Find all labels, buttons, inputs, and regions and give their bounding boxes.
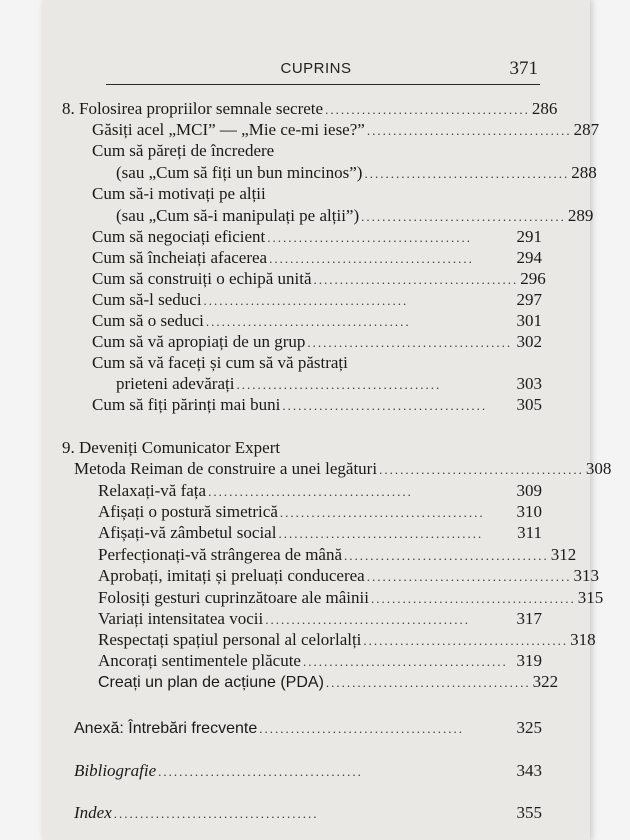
toc-item-text: Afișați o postură simetrică <box>98 502 278 521</box>
toc-item <box>98 502 542 523</box>
bibliography-entry <box>74 761 542 782</box>
leader-dots: ....................................... <box>113 806 319 821</box>
toc-item <box>92 311 542 332</box>
chapter-8-page: 286 <box>531 99 558 118</box>
toc-item-page: 301 <box>516 311 542 330</box>
index-page: 355 <box>516 803 542 822</box>
leader-dots: ....................................... <box>325 675 531 690</box>
toc-item-text: Cum să construiți o echipă unită <box>92 269 312 288</box>
toc-item-page: 294 <box>516 248 542 267</box>
header-page-number: 371 <box>509 58 538 79</box>
method-entry <box>74 459 612 480</box>
leader-dots: ....................................... <box>158 764 363 779</box>
toc-item-page: 315 <box>577 588 604 607</box>
leader-dots: ....................................... <box>361 209 566 224</box>
leader-dots: ....................................... <box>313 272 519 287</box>
toc-item-text: Relaxați-vă fața <box>98 481 207 500</box>
toc-item-page: 302 <box>516 332 542 351</box>
toc-item <box>98 566 599 587</box>
method-page: 308 <box>585 459 612 478</box>
toc-item-page: 312 <box>550 545 577 564</box>
annex-entry <box>74 718 542 739</box>
chapter-8-title: 8. Folosirea propriilor semnale secrete <box>62 99 324 118</box>
toc-item <box>92 184 542 204</box>
leader-dots: ....................................... <box>370 591 576 606</box>
toc-item-page: 297 <box>516 290 542 309</box>
index-title: Index <box>74 803 112 822</box>
toc-item-page: 296 <box>520 269 546 288</box>
toc-item-page: 289 <box>567 206 594 225</box>
toc-item-page: 309 <box>516 481 542 500</box>
toc-item-page: 318 <box>570 630 596 649</box>
toc-item-page: 313 <box>573 566 599 585</box>
leader-dots: ....................................... <box>208 484 413 499</box>
book-page <box>42 0 612 840</box>
toc-item-text: (sau „Cum să fiți un bun mincinos”) <box>116 163 363 182</box>
leader-dots: ....................................... <box>379 462 584 477</box>
toc-item-text: Găsiți acel „MCI” — „Mie ce-mi iese?” <box>92 120 365 139</box>
toc-item-page: 322 <box>532 672 559 691</box>
toc-item-text: Cum să o seduci <box>92 311 204 330</box>
leader-dots: ....................................... <box>236 377 442 392</box>
toc-item <box>92 290 542 311</box>
toc-item-text: Respectați spațiul personal al celorlalți <box>98 630 362 649</box>
toc-item <box>98 672 559 693</box>
toc-item <box>98 523 542 544</box>
bibliography-title: Bibliografie <box>74 761 157 780</box>
leader-dots: ....................................... <box>269 251 474 266</box>
leader-dots: ....................................... <box>282 398 488 413</box>
toc-item <box>98 609 542 630</box>
toc-item <box>116 374 542 395</box>
leader-dots: ....................................... <box>259 721 464 736</box>
header-rule <box>106 84 540 85</box>
leader-dots: ....................................... <box>205 314 411 329</box>
toc-item-text: Afișați-vă zâmbetul social <box>98 523 277 542</box>
toc-item-page: 287 <box>573 120 600 139</box>
toc-item <box>92 227 542 248</box>
chapter-8-entry <box>62 99 558 120</box>
toc-item <box>92 353 542 373</box>
leader-dots: ....................................... <box>364 166 570 181</box>
toc-item <box>92 248 542 269</box>
leader-dots: ....................................... <box>307 335 513 350</box>
toc-item <box>98 588 604 609</box>
toc-item <box>98 545 577 566</box>
leader-dots: ....................................... <box>325 102 530 117</box>
toc-item-text: Perfecționați-vă strângerea de mână <box>98 545 343 564</box>
leader-dots: ....................................... <box>366 123 572 138</box>
toc-item-text: Cum să fiți părinți mai buni <box>92 395 281 414</box>
toc-item <box>116 206 594 227</box>
leader-dots: ....................................... <box>302 654 508 669</box>
leader-dots: ....................................... <box>344 548 549 563</box>
toc-item-text: Folosiți gesturi cuprinzătoare ale mâinii <box>98 588 369 607</box>
toc-item-page: 317 <box>516 609 542 628</box>
toc-item-page: 288 <box>571 163 597 182</box>
index-entry <box>74 803 542 824</box>
toc-item-text: Cum să negociați eficient <box>92 227 266 246</box>
leader-dots: ....................................... <box>203 293 409 308</box>
leader-dots: ....................................... <box>267 230 472 245</box>
toc-item-page: 310 <box>516 502 542 521</box>
toc-item <box>92 120 600 141</box>
toc-item-text: Ancorați sentimentele plăcute <box>98 651 301 670</box>
toc-item-text: Cum să-l seduci <box>92 290 202 309</box>
toc-item-text: Creați un plan de acțiune (PDA) <box>98 674 324 691</box>
toc-item-page: 311 <box>517 523 542 542</box>
header-title: CUPRINS <box>280 60 352 77</box>
toc-item-page: 305 <box>516 395 542 414</box>
toc-item <box>98 481 542 502</box>
annex-title: Anexă: Întrebări frecvente <box>74 720 258 737</box>
toc-item <box>92 269 546 290</box>
toc-item-text: Aprobați, imitați și preluați conducerea <box>98 566 365 585</box>
toc-item <box>92 395 542 416</box>
bibliography-page: 343 <box>516 761 542 780</box>
leader-dots: ....................................... <box>363 633 569 648</box>
toc-item-page: 291 <box>516 227 542 246</box>
chapter-9-title: 9. Deveniți Comunicator Expert <box>62 438 281 457</box>
leader-dots: ....................................... <box>278 526 484 541</box>
toc-item <box>116 163 597 184</box>
annex-page: 325 <box>516 718 542 737</box>
toc-item-text: Cum să încheiați afacerea <box>92 248 268 267</box>
method-title: Metoda Reiman de construire a unei legături <box>74 459 378 478</box>
toc-item <box>92 141 542 161</box>
leader-dots: ....................................... <box>279 505 485 520</box>
toc-item <box>98 630 596 651</box>
leader-dots: ....................................... <box>265 612 470 627</box>
leader-dots: ....................................... <box>366 569 572 584</box>
toc-item-text: Variați intensitatea vocii <box>98 609 264 628</box>
chapter-9-entry <box>62 438 542 458</box>
toc-item <box>98 651 542 672</box>
toc-item-text: Cum să păreți de încredere <box>92 141 275 160</box>
running-header <box>42 58 590 86</box>
toc-item-text: (sau „Cum să-i manipulați pe alții”) <box>116 206 360 225</box>
toc-item-text: prieteni adevărați <box>116 374 235 393</box>
toc-item-page: 303 <box>516 374 542 393</box>
toc-item-text: Cum să-i motivați pe alții <box>92 184 266 203</box>
toc-item-text: Cum să vă faceți și cum să vă păstrați <box>92 353 348 372</box>
toc-item <box>92 332 542 353</box>
toc-item-page: 319 <box>516 651 542 670</box>
toc-item-text: Cum să vă apropiați de un grup <box>92 332 306 351</box>
